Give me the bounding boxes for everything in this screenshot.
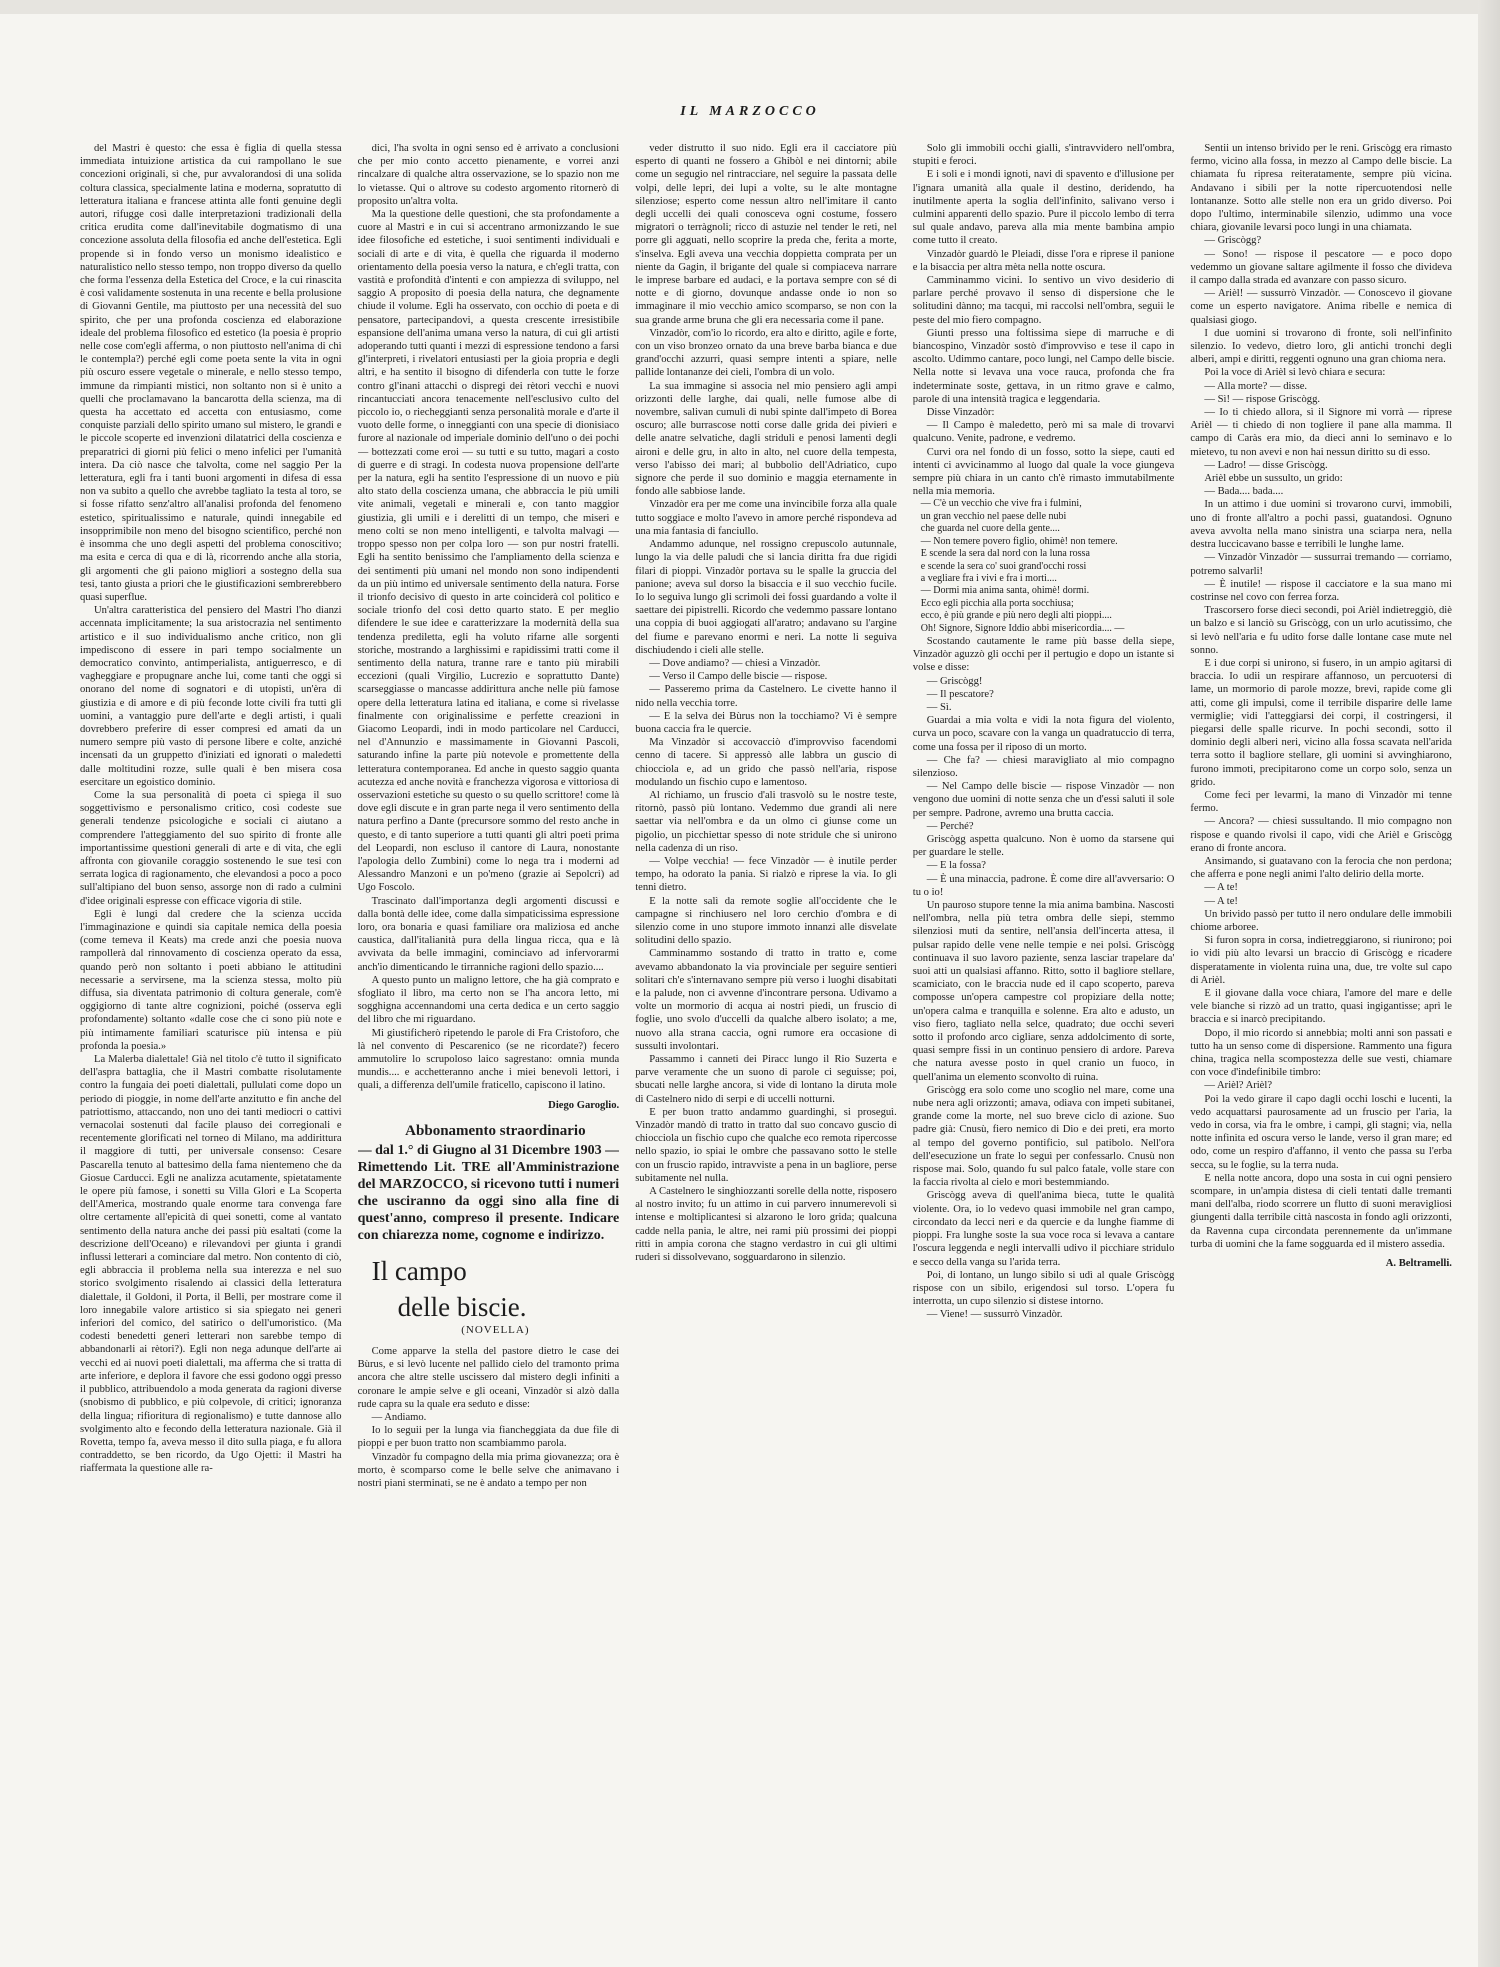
song-verse: e scende la sera co' suoi grand'occhi rossi [920, 560, 1087, 572]
song-verse: Ecco egli picchia alla porta socchiusa; [920, 597, 1074, 609]
song-verse: — Dormi mia anima santa, ohimè! dormi. [920, 585, 1090, 597]
paragraph: Vinzadòr fu compagno della mia prima giovanezza; ora è morto, è scomparso come le belle selve che animavano i nostri piani sterminati, se ne è andato a tempo per non [357, 1451, 620, 1490]
subscription-notice: — dal 1.° di Giugno al 31 Dicembre 1903 — Rimettendo Lit. TRE all'Amministrazione del MARZOCCO, si ricevono tutti i numeri che usciranno da oggi sino alla fine di quest'anno, compreso il presente. Indicare con chiarezza nome, cognome e indirizzo. [357, 1142, 620, 1243]
song-verse: a vegliare fra i vivi e fra i morti.... [920, 572, 1057, 584]
paragraph: — A te! [1204, 882, 1238, 894]
paragraph: Curvi ora nel fondo di un fosso, sotto la siepe, cauti ed intenti ci avvicinammo al luogo dal quale la voce giungeva sempre più chiara in un canto ch'è rimasto immutabilmente nella mia memoria. [912, 446, 1175, 498]
paragraph: — Ancora? — chiesi sussultando. Il mio compagno non rispose e quando rivolsi il capo, vidi che Arièl e Griscògg erano di fronte ancora. [1190, 816, 1452, 854]
article-columns [80, 142, 1452, 1932]
paragraph: Un brivido passò per tutto il nero ondulare delle immobili chiome arboree. [1190, 908, 1452, 933]
paragraph: Mi giustificherò ripetendo le parole di Fra Cristoforo, che là nel convento di Pescarenico (se ne ricordate?) fecero ammutolire lo scrupoloso laico sagrestano: omnia munda mundis.... e acchetteranno anche i miei benevoli lettori, i quali, a differenza dell'umile fraticello, capiscono il latino. [357, 1027, 620, 1092]
paragraph: Egli è lungi dal credere che la scienza uccida l'immaginazione e quindi sia capitale nemica della poesia (come temeva il Keats) ma crede anzi che poesia nuova rampollerà dal rinnovamento di coscienza operato da essa, quando però non soltanto i poeti abbiano le attitudini necessarie a servirsene, ma la scienza stessa, molto più diffusa, sia diventata patrimonio di coltura generale, com'è oggigiorno di tante altre cognizioni, poiché (osserva egli profondamente) soltanto «dalle cose che ci sono più note e più intimamente familiari scaturisce più intensa e più profonda la poesia.» [80, 908, 342, 1052]
paragraph: del Mastri è questo: che essa è figlia di quella stessa immediata intuizione artistica da cui rampollano le sue concezioni originali, sì che, pur avvalorandosi di una solida coltura classica, specialmente latina e moderna, sopratutto di letteratura italiana e francese attinta alle fonti genuine degli autori, rifugge così dalle interpretazioni tradizionali della critica erudita come dall'inevitabile dogmatismo di una concezione assoluta della filosofia ed anche dell'estetica. Egli propende sì in fondo verso un monismo idealistico e naturalistico nello stesso tempo, non troppo diverso da quello che forma l'essenza della Estetica del Croce, e la cui rinascita è così validamente sostenuta in una recente e bella prolusione di Giovanni Gentile, ma piuttosto per una necessità del suo spirito, che per una profonda coscienza ed elaborazione ideale del problema filosofico ed estetico (la poesia è proprio nelle cose com'egli afferma, o non piuttosto nell'anima di chi le contempla?) perché egli come poeta sente la vita in ogni più oscuro essere vegetale o minerale, e nello stesso tempo, immune da rimpianti mistici, non soltanto non si è unito a quelli che proclamavano la bancarotta della scienza, ma di questa ha accettato ed accetta con entusiasmo, come conquiste parziali dello spirito umano sul mistero, le grandi e le piccole scoperte ed invenzioni dilatatrici della coscienza e preparatrici di giorni più felici o meno infelici per l'umanità intera. Da ciò nasce che talvolta, come nel saggio Per la letteratura, egli fra i tanti buoni argomenti in difesa di essa non va subito a quello che avrebbe tagliato la testa al toro, se si fosse rifatto senz'altro all'analisi profonda del fenomeno estetico, spiritualissimo e naturale, quindi innegabile ed insopprimibile non meno del bisogno scientifico, perché non è insomma che uno degli aspetti del problema conoscitivo; ma esita e cerca di qua e di là, ricorrendo anche alla storia, gli argomenti che gli paiono migliori a sostegno della sua tesi, tanto giusta a priori che le giustificazioni sembrerebbero quasi superflue. [80, 143, 342, 603]
paragraph: Camminammo sostando di tratto in tratto e, come avevamo abbandonato la via provinciale per seguire sentieri solitari ch'e s'internavano sempre più verso i luoghi disabitati e la palude, non ci avvenne d'incontrare persona. Udivamo a volte un mormorio di acqua ai nostri piedi, un fruscio di foglie, uno svolo d'uccelli da qualche albero isolato; a me, nuovo alla strana caccia, ogni rumore era occasione di sussulti involontari. [635, 948, 897, 1052]
paragraph: Un pauroso stupore tenne la mia anima bambina. Nascosti nell'ombra, nella più tetra ombra delle siepi, stemmo silenziosi muti da sentire, nell'ansia dell'incerta attesa, il pulsar rapido delle vene nelle tempie e nei polsi. Griscògg continuava il suo lavoro paziente, senza lasciar trapelare da' suoi atti un qualsiasi affanno. Ritto, sotto il bagliore stellare, scamiciato, con le braccia nude ed il capo scoperto, pareva composse un'opera campestre col propiziare della notte; un'opera calma e tranquilla e solenne. Era alto e adusto, un viso fiero, tagliato nella selce, quadrato; due occhi severi sotto il profondo arco cigliare, senza addolcimento di sorte, quasi sempre fissi in un continuo pensiero di ardore. Pareva che natura avesse posto in quel cranio un fuoco, in quell'anima un elemento sconvolto di ruina. [912, 900, 1175, 1083]
paragraph: La Malerba dialettale! Già nel titolo c'è tutto il significato dell'aspra battaglia, che il Mastri combatte risolutamente contro la fungaia dei poeti dialettali, pullulati come dopo un periodo di pioggie, in nome dell'arte anzitutto e fin anche del patriottismo, attaccando, non uno dei tanti mediocri o cattivi vernacolai sostenuti dal facile plauso dei corregionali e recentemente glorificati nel torneo di Milano, ma addirittura il maggiore di tutti, per universale consenso: Cesare Pascarella tenuto al battesimo della fama nientemeno che da Giosue Carducci. Egli ne analizza acutamente, spietatamente le opere più famose, i sonetti su Villa Glori e La Scoperta dell'America, mostrando quale enorme tara convenga fare oltre certamente all'epicità di quei sonetti, come al vantato sentimento della natura anche dei passi più esaltati (come la descrizione dell'Oceano) e rilevandovi per giunta i grandi influssi letterari a cominciare dal metro. Non contento di ciò, egli abbraccia il problema nella sua interezza e nel suo storico svolgimento risalendo ai classici della letteratura dialettale, il Goldoni, il Porta, il Belli, per mostrare come il loro innegabile valore artistico si sia spiegato nei generi inferiori del comico, del satirico o dell'umoristico. (Ma codesti benedetti generi letterari non sarebbe tempo di abbandonarli ai rètori?). Egli non nega adunque dell'arte ai vecchi ed ai nuovi poeti dialettali, ma afferma che si tratta di arte inferiore, e deplora il favore che essi godono oggi presso il pubblico, attribuendolo a moda generata da ragioni diverse (snobismo di pubblico, e più colpevole, di critici; ignoranza della lingua; rifioritura di regionalismo) e tutte dannose allo svolgimento alto e fecondo della letteratura nazionale. Già il Rovetta, tempo fa, aveva messo il dito sulla piaga, e fu allora contraddetto, se ben ricordo, da Ugo Ojetti: il Mastri ha riaffermata la questione alle ra- [80, 1054, 342, 1475]
paragraph: — Sono! — rispose il pescatore — e poco dopo vedemmo un giovane saltare agilmente il fosso che divideva il campo dalla strada ed avanzare con passo sicuro. [1190, 248, 1452, 287]
page-edge [1478, 0, 1500, 1967]
paragraph: veder distrutto il suo nido. Egli era il cacciatore più esperto di quanti ne fossero a Ghibòl e nei dintorni; abile come un segugio nel rintracciare, nel seguire la passata delle volpi, delle lepri, dei lupi a volte, su le alte montagne silenziose; esperto come nessun altro nell'imitare il canto degli uccelli dei quali conosceva ogni costume, fossero migratori o terràgnoli; ricco di astuzie nel tender le reti, nel porre gli agguati, nello scoprire la preda che, ferita a morte, s'inselva. Egli aveva una vecchia doppietta comprata per un niente da Gagin, il brigante del quale si compiaceva narrare le imprese barbare ed audaci, e la portava sempre con sé di notte e di giorno, dovunque andasse onde io non so immaginare il mio vecchio amico scomparso, se non con la sua grande arme bruna che gli era necessaria come il pane. [635, 143, 897, 326]
paragraph: Come feci per levarmi, la mano di Vinzadòr mi tenne fermo. [1190, 789, 1452, 815]
paragraph: Passammo i canneti dei Piracc lungo il Rio Suzerta e parve veramente che un suono di parole ci seguisse; poi, sbucati nelle larghe ancora, si vide di lontano la diruta mole di Castelnero nido di serpi e di uccelli notturni. [635, 1054, 897, 1105]
paragraph: E il giovane dalla voce chiara, l'amore del mare e delle vele bianche si rizzò ad un tratto, quasi ingigantisse; aprì le braccia e si inarcò precipitando. [1190, 988, 1452, 1026]
song-verse: E scende la sera dal nord con la luna rossa [920, 548, 1090, 560]
column-4 [913, 142, 1175, 1932]
paragraph: — Griscògg! [926, 675, 983, 687]
paragraph: — Viene! — sussurrò Vinzadòr. [926, 1309, 1063, 1321]
paragraph: Come la sua personalità di poeta ci spiega il suo soggettivismo e personalismo critico, così codeste sue generali tendenze psicologiche e sociali ci aiutano a comprendere l'atteggiamento del suo spirito di fronte alle importantissime questioni generali di arte e di vita, che egli affronta con giovanile coraggio sostenendo le sue tesi con serrata logica di ragionamento, che elevandosi a poco a poco sull'altipiano del buon senso, assorge non di rado a culmini d'idee originali espresse con efficace vigoria di stile. [80, 789, 342, 907]
story-title-line-2: delle biscie. [397, 1291, 527, 1322]
paragraph: Vinzadòr, com'io lo ricordo, era alto e diritto, agile e forte, con un viso bronzeo ornato da una breve barba bianca e due grand'occhi azzurri, quasi sempre intenti a spiare, nelle pallide lontananze dei cieli, l'ombra di un volo. [635, 327, 897, 379]
paragraph: Si furon sopra in corsa, indietreggiarono, si riunirono; poi io vidi più alto levarsi un braccio di Griscògg e ricadere disperatamente in violenta ruina una, due, tre volte sul capo di Arièl. [1190, 935, 1452, 986]
paragraph: A Castelnero le singhiozzanti sorelle della notte, risposero al nostro invito; fu un attimo in cui parvero innumerevoli sì intense e moltiplicantesi si alzarono le loro grida; qualcuna cadde nella pania, le altre, nei rami più prossimi dei pioppi ritti in ampia corona che stagno verdastro in cui gli ultimi ruderi si dissolvevano, sogguardarono in silenzio. [635, 1186, 897, 1264]
paragraph: — Arièl! — sussurrò Vinzadòr. — Conoscevo il giovane come un esperto navigatore. Anima ribelle e nemica di qualsiasi giogo. [1190, 288, 1452, 326]
author-signature: A. Beltramelli. [1385, 1258, 1452, 1270]
paragraph: — Passeremo prima da Castelnero. Le civette hanno il nido nella vecchia torre. [635, 684, 897, 709]
paragraph: Un'altra caratteristica del pensiero del Mastri l'ho dianzi accennata implicitamente; la sua aristocrazia nel sentimento artistico e il suo individualismo anche critico, non gli impediscono di essere in pari tempo socialmente un democratico convinto, antimperialista, antiguerresco, e di vagheggiare e propugnare anche lui, come tanti che oggi si onorano del nome di sognatori e di utopisti, un'èra di giustizia e di amore e di più feconde lotte civili fra tutti gli uomini, a vantaggio pure dell'arte e degli artisti, i quali dovrebbero preferire di esser compresi ed amati da un numero sempre più vasto di persone libere e colte, anziché incensati da un gruppetto d'iniziati ed ignorati o maledetti dalle moltitudini rozze, sulle quali è ben misera cosa esercitare un egoistico dominio. [80, 605, 342, 788]
story-title-line-1: Il campo [371, 1255, 467, 1286]
paragraph: Andammo adunque, nel rossigno crepuscolo autunnale, lungo la via delle paludi che si lancia diritta fra due rigidi filari di pioppi. Vinzadòr portava su le spalle la gruccia del panione; aveva sul dorso la bisaccia e il suo vecchio fucile. Io lo seguiva lungo gli scrimoli dei fossi guardando a volte il saettare dei pipistrelli. Ricordo che vedemmo passare lontano una coppia di buoi aggiogati all'aratro; andavano su l'argine del fiume e parevano enormi e neri. La notte li seguiva dischiudendo i cieli alle stelle. [635, 539, 897, 656]
paragraph: — Arièl? Arièl? [1204, 1080, 1273, 1092]
top-margin-strip [0, 0, 1500, 14]
song-verse: — Non temere povero figlio, ohimè! non temere. [920, 535, 1118, 547]
paragraph: Griscògg aspetta qualcuno. Non è uomo da starsene qui per guardare le stelle. [912, 834, 1175, 859]
paragraph: — A te! [1204, 895, 1238, 907]
paragraph: — Vinzadòr Vinzadòr — sussurrai tremando — corriamo, potremo salvarli! [1190, 552, 1452, 577]
paragraph: — E la fossa? [926, 860, 986, 872]
paragraph: Dopo, il mio ricordo si annebbia; molti anni son passati e tutto ha un senso come di dispersione. Rammento una figura china, tragica nella scompostezza delle sue vesti, chiamare con voce d'indefinibile timbro: [1190, 1027, 1452, 1079]
paragraph: Ma Vinzadòr si accovacciò d'improvviso facendomi cenno di tacere. Si appressò alle labbra un guscio di chiocciola e, ad un grido che passò nell'aria, rispose modulando un fischio cupo e lamentoso. [635, 737, 897, 788]
paragraph: E nella notte ancora, dopo una sosta in cui ogni pensiero scompare, in un'ampia distesa di cieli tentati dalle tremanti mani dell'alba, riodo scorrere un flutto di suoni meravigliosi giungenti dalla terribile città nascosta in fondo agli orizzonti, da Ravenna cupa circondata perennemente da un'immane turba di uomini che la fame sogguarda ed il mistero assedia. [1190, 1172, 1452, 1250]
paragraph: Al richiamo, un fruscio d'ali trasvolò su le nostre teste, ritornò, passò più lontano. Vedemmo due grandi ali nere saettar via nell'ombra e da un olmo ci giunse come un pigolio, un picchiettar spesso di note stridule che si unirono nella cadenza di un riso. [635, 789, 897, 854]
paragraph: Io lo seguii per la lunga via fiancheggiata da due file di pioppi e per buon tratto non scambiammo parola. [357, 1425, 620, 1450]
paragraph: — Sì! — rispose Griscògg. [1204, 393, 1321, 405]
paragraph: Guardai a mia volta e vidi la nota figura del violento, curva un poco, scavare con la vanga un quadratuccio di terra, come una fossa per il riposo di un morto. [912, 715, 1175, 753]
author-signature: Diego Garoglio. [548, 1099, 620, 1111]
column-5 [1190, 142, 1452, 1932]
paragraph: — Volpe vecchia! — fece Vinzadòr — è inutile perder tempo, ha odorato la pania. Si rialzò e riprese la via. Io gli tenni dietro. [635, 855, 897, 894]
paragraph: — Perché? [926, 820, 974, 832]
song-verse: ecco, è più grande e più nero degli alti pioppi.... [920, 610, 1112, 622]
paragraph: Poi la voce di Arièl si levò chiara e secura: [1204, 367, 1386, 379]
paragraph: — Ladro! — disse Griscògg. [1204, 459, 1328, 471]
paragraph: — Griscògg? [1204, 235, 1262, 247]
column-3 [635, 142, 897, 1932]
paragraph: Poi la vedo girare il capo dagli occhi loschi e lucenti, la vedo acquattarsi paurosamente ad un fruscio per l'aria, la vedo in corsa, via fra le ombre, i campi, gli stagni; via, nella notte infinita ed oscura verso le lande, verso il gran mare; ed odo, come un respiro d'affanno, il vento che passa su l'erba secca, su le foglie, su la terra nuda. [1190, 1093, 1452, 1171]
paragraph: — È inutile! — rispose il cacciatore e la sua mano mi costrinse nel covo con ferrea forza. [1190, 578, 1452, 603]
paragraph: Sentii un intenso brivido per le reni. Griscògg era rimasto fermo, vicino alla fossa, in mezzo al Campo delle biscie. La chiamata fu ripresa reiteratamente, sempre più vicina. Andavano i sibili per la notte ripercuotendosi nelle lontananze. Sotto alle stelle non era un grido diverso. Poi dopo l'ultimo, interminabile silenzio, udimmo una voce chiara, giovanile levarsi poco lungi in una chiamata. [1190, 143, 1452, 234]
story-genre: (NOVELLA) [461, 1323, 530, 1336]
paragraph: E la notte salì da remote soglie all'occidente che le campagne si rinchiusero nel loro cerchio d'ombra e di silenzio come in uno stupore immoto innanzi alle disvelate solitudini dello spazio. [635, 895, 897, 947]
paragraph: Griscògg era solo come uno scoglio nel mare, come una nube nera agli orizzonti; amava, odiava con impeti subitanei, grande come la morte, nel suo breve ciclo di azione. Suo padre già: Cnusù, fiero nemico di Dio e dei preti, era morto al tempo del governo pontificio, sul patibolo. Nell'ora dell'esecuzione un frate lo seguì per confessarlo. Cnusù non rispose mai. Solo, quando fu sul palco fatale, volle stare con la faccia rivolta al cielo e morì bestemmiando. [912, 1084, 1175, 1189]
paragraph: Solo gli immobili occhi gialli, s'intravvidero nell'ombra, stupiti e feroci. [912, 143, 1175, 168]
paragraph: Vinzadòr era per me come una invincibile forza alla quale tutto soggiace e molto l'avevo in amore perché rispondeva ad una mia fantasia di fanciullo. [635, 499, 897, 537]
paragraph: — Alla morte? — disse. [1204, 380, 1308, 392]
paragraph: Trascinato dall'importanza degli argomenti discussi e dalla bontà delle idee, come dalla simpaticissima espressione loro, ora bonaria e quasi familiare ora maliziosa ed anche caustica, dall'italianità pura della lingua ricca, qua e là avvivata da belle immagini, cominciavo ad infervorarmi anch'io dimenticando le tirranniche ragioni dello spazio.... [357, 895, 620, 973]
paragraph: — Nel Campo delle biscie — rispose Vinzadòr — non vengono due uomini di notte senza che un d'essi saluti il sole per sempre. Padrone, avremo una brutta caccia. [912, 781, 1175, 819]
column-2 [358, 142, 620, 1932]
paragraph: — È una minaccia, padrone. È come dire all'avversario: O tu o io! [912, 873, 1175, 898]
paragraph: — Sì. [926, 701, 952, 713]
paragraph: — Bada.... bada.... [1204, 486, 1284, 498]
paragraph: — Dove andiamo? — chiesi a Vinzadòr. [649, 657, 821, 669]
paragraph: I due uomini si trovarono di fronte, soli nell'infinito silenzio. Io vedevo, dietro loro, gli antichi tronchi degli alberi, ampi e diritti, reggenti ognuno una gran chioma nera. [1190, 327, 1452, 366]
paragraph: Camminammo vicini. Io sentivo un vivo desiderio di parlare perché provavo il senso di dispersione che le solitudini dànno; ma tacqui, mi raccolsi nell'ombra, seguii le peste del mio fiero compagno. [912, 275, 1175, 326]
song-verse: che guarda nel cuore della gente.... [920, 523, 1060, 535]
paragraph: — Il Campo è maledetto, però mi sa male di trovarvi qualcuno. Venite, padrone, e vedremo. [912, 420, 1175, 445]
paragraph: Griscògg aveva di quell'anima bieca, tutte le qualità violente. Ora, io lo vedevo quasi immobile nel gran campo, circondato da lecci neri e da quercie e da lunghe fiamme di pioppi. Fra lunghe soste la sua voce roca si levava a cantare l'oscura leggenda e negli intervalli udivo il picchiare stridulo e secco della vanga su l'arida terra. [912, 1190, 1175, 1268]
column-1 [80, 142, 342, 1932]
paragraph: Arièl ebbe un sussulto, un grido: [1204, 473, 1343, 485]
paragraph: Disse Vinzadòr: [926, 407, 995, 419]
subscription-heading: Abbonamento straordinario [405, 1122, 586, 1139]
paragraph: dici, l'ha svolta in ogni senso ed è arrivato a conclusioni che per mio conto accetto pienamente, e vorrei anzi rincalzare di qualche altra osservazione, se lo spazio non me lo vietasse. Qui o altrove su codesto argomento ritornerò di proposito un'altra volta. [357, 143, 620, 207]
paragraph: Poi, di lontano, un lungo sibilo si udì al quale Griscògg rispose con un sibilo, erigendosi sul torso. L'opera fu interrotta, un cupo silenzio si distese intorno. [912, 1269, 1175, 1308]
paragraph: Trascorsero forse dieci secondi, poi Arièl indietreggiò, diè un balzo e si lanciò su Griscògg, con un urlo acutissimo, che si levò nell'aria e fu udito forse dalle lontane case mute nel sonno. [1190, 605, 1452, 656]
paragraph: — Andiamo. [371, 1412, 427, 1424]
paragraph: — Il pescatore? [926, 688, 994, 700]
paragraph: — Io ti chiedo allora, sì il Signore mi vorrà — riprese Arièl — ti chiedo di non togliere il pane alla mamma. Il campo di Caràs era mio, da dieci anni lo seminavo e lo mietevo, tu non avevi e non hai nessun diritto su di esso. [1190, 407, 1452, 458]
paragraph: E i soli e i mondi ignoti, navi di spavento e d'illusione per l'ignara umanità alla quale il destino, deridendo, ha inutilmente aperta la soglia dell'infinito, salivano verso i culmini apparenti dello spazio. Pure il piccolo lembo di terra sul quale andavo, pareva alla mia mente bambina ampio come tutto il creato. [912, 169, 1175, 247]
paragraph: E per buon tratto andammo guardinghi, si proseguì. Vinzadòr mandò di tratto in tratto dal suo concavo guscio di chiocciola un fischio cupo che qualche eco remota ripercosse nello spazio, io spiai le ombre che passavano sotto le stelle con un fruscio rapido, intravviste a pena in un bagliore, perse subitamente nel nulla. [635, 1106, 897, 1184]
paragraph: Scostando cautamente le rame più basse della siepe, Vinzadòr aguzzò gli occhi per il pertugio e dopo un istante si volse e disse: [912, 635, 1175, 674]
paragraph: Vinzadòr guardò le Pleiadi, disse l'ora e riprese il panione e la bisaccia per altra mèta nella notte oscura. [912, 248, 1175, 273]
paragraph: — Verso il Campo delle biscie — rispose. [649, 671, 828, 683]
paragraph: Ma la questione delle questioni, che sta profondamente a cuore al Mastri e in cui si accentrano armonizzando le sue idee filosofiche ed estetiche, i suoi sentimenti individuali e sociali di arte e di vita, è quella che riguarda il moderno orientamento della poesia verso la natura, e ch'egli tratta, con vastità e profondità d'intenti e con ampiezza di sviluppo, nel saggio A proposito di poesia della natura, che degnamente chiude il volume. Egli ha osservato, con occhio di poeta e di pensatore, partecipandovi, a questa crescente irresistibile espansione dell'anima umana verso la natura, di cui gli artisti adoperando tutti quanti i mezzi di espressione tendono a farsi gl'interpreti, i rivelatori entusiasti per la gioia propria e degli altri, e ha sentito il bisogno di difenderla con tutte le forze contro gl'inani attacchi o dispregi dei rètori vecchi e nuovi rincantucciati ancora tenacemente nell'esclusivo culto del piccolo io, o riecheggianti senza personalità morale e d'arte il vuoto delle forme, o inneggianti con una specie di dionisiaco furore al nazionale od imperiale dominio dell'uno o dei pochi — bottezzati come eroi — su tutti e su tutto, magari a costo di guerre e di stragi. In codesta nuova propensione dell'arte per la natura, egli ha sentito l'espressione di un nuovo e più alto stato della coscienza umana, che abbraccia le più umili vite animali, vegetali e minerali e, con tanto maggior giustizia, gli umili e i derelitti di un tempo, che miseri e meno colti se non meno intelligenti, e talvolta malvagi — troppo spesso non per colpa loro — son pur nostri fratelli. Egli ha sentito benissimo che l'ampliamento della scienza e dei sentimenti più umani nel mondo non sono indipendenti da un più intimo ed universale sentimento della natura. Forse il trionfo decisivo di questo in arte coinciderà col politico e sociale trionfo del così detto quarto stato. E per meglio difendere le sue idee e caratterizzare la modernità della sua tendenza prediletta, egli ha voluto rifarne alle sorgenti storiche, mostrando a larghissimi e rapidissimi tratti come il sentimento della natura, tranne rare e tanto più mirabili eccezioni (quali Virgilio, Lucrezio e soprattutto Dante) scarseggiasse o mancasse addirittura anche nelle più famose opere della letteratura latina ed italiana, e come si rivelasse finalmente con originalissime e perfette creazioni in Giacomo Leopardi, indi in modo particolare nel Carducci, nel d'Annunzio e massimamente in Giovanni Pascoli, saturando infine la parte più notevole e promettente della letteratura contemporanea. Ed anche in questo saggio quanta acutezza ed anche novità e franchezza vigorosa e vittoriosa di osservazioni estetiche su questo o su quello scrittore! come là dove egli discute e in gran parte nega il vero sentimento della natura perfino a Dante (precursore sommo del resto anche in questo, e di tanto superiore a tutti quanti gli altri poeti prima del Leopardi, non escluso il cantore di Laura, nonostante l'apologia dello Zumbini) come lo nega tra i moderni ad Alessandro Manzoni e un po'meno (grazie ai Sepolcri) ad Ugo Foscolo. [357, 209, 620, 894]
song-verse: un gran vecchio nel paese delle nubi [920, 510, 1067, 522]
paragraph: — Che fa? — chiesi maravigliato al mio compagno silenzioso. [912, 754, 1175, 779]
paragraph: E i due corpi si unirono, si fusero, in un ampio agitarsi di braccia. Io udii un respirare affannoso, un percuotersi di lame, un mormorio di parole mozze, brevi, rapide come gli atti, come gli impulsi, come il terribile disparire delle lame vermiglie; vidi l'atteggiarsi dei corpi, il costringersi, il piegarsi delle spalle ricurve. In pochi secondi, sotto il dominio degli alberi neri, vicino alla fossa scavata nell'arida terra sotto il bagliore stellare, gli uomini si avvinghiarono, furono immoti, precipitarono come un corpo solo, senza un grido. [1190, 657, 1452, 788]
paragraph: — E la selva dei Bùrus non la tocchiamo? Vi è sempre buona caccia fra le quercie. [635, 710, 897, 735]
paragraph: Come apparve la stella del pastore dietro le case dei Bùrus, e si levò lucente nel pallido cielo del tramonto prima ancora che altre stelle uscissero dal mistero degli infiniti a coronare le ampie selve e gli oceani, Vinzadòr si alzò dalla rude capra su la quale era seduto e disse: [357, 1346, 620, 1410]
paragraph: A questo punto un maligno lettore, che ha già comprato e sfogliato il libro, ma certo non se l'ha ancora letto, mi sogghigna accennandomi una certa dedica e un certo saggio del libro che mi riguardano. [357, 974, 620, 1026]
paragraph: Ansimando, si guatavano con la ferocia che non perdona; che afferra e pone negli animi l'alto delirio della morte. [1190, 855, 1452, 881]
masthead: IL MARZOCCO [680, 104, 820, 119]
paragraph: In un attimo i due uomini si trovarono curvi, immobili, uno di fronte all'altro a pochi passi, guatandosi. Ognuno aveva avvolta nella mano sinistra una sciarpa nera, nella destra luccicavano basse e terribili le lunghe lame. [1190, 499, 1452, 551]
paragraph: Giunti presso una foltissima siepe di marruche e di biancospino, Vinzadòr sostò d'improvviso e tese il capo in ascolto. Udimmo cantare, poco lungi, nel Campo delle biscie. Nella notte si levava una voce rauca, profonda che fra indeterminate soste, gettava, in un ritmo grave e calmo, parole di una intensità tragica e leggendaria. [912, 327, 1175, 405]
song-verse: Oh! Signore, Signore Iddio abbi misericordia.... — [920, 622, 1125, 634]
song-verse: — C'è un vecchio che vive fra i fulmini, [920, 498, 1082, 510]
paragraph: La sua immagine si associa nel mio pensiero agli ampi orizzonti delle larghe, dai quali, nelle fumose albe di novembre, salivan cumuli di nubi spinte dall'impeto di Borea oscuro; alle burrascose notti corse dalle grida dei pivieri e delle anatre selvatiche, dagli striduli e penosi lamenti degli aironi e delle gru, in alto in alto, nel cuore della tempesta, verso l'abisso dei mari; al bubbolio dell'Adriatico, cupo signore che perde il suo dominio e maggia eternamente in fondo alle sabbiose lande. [635, 380, 897, 498]
